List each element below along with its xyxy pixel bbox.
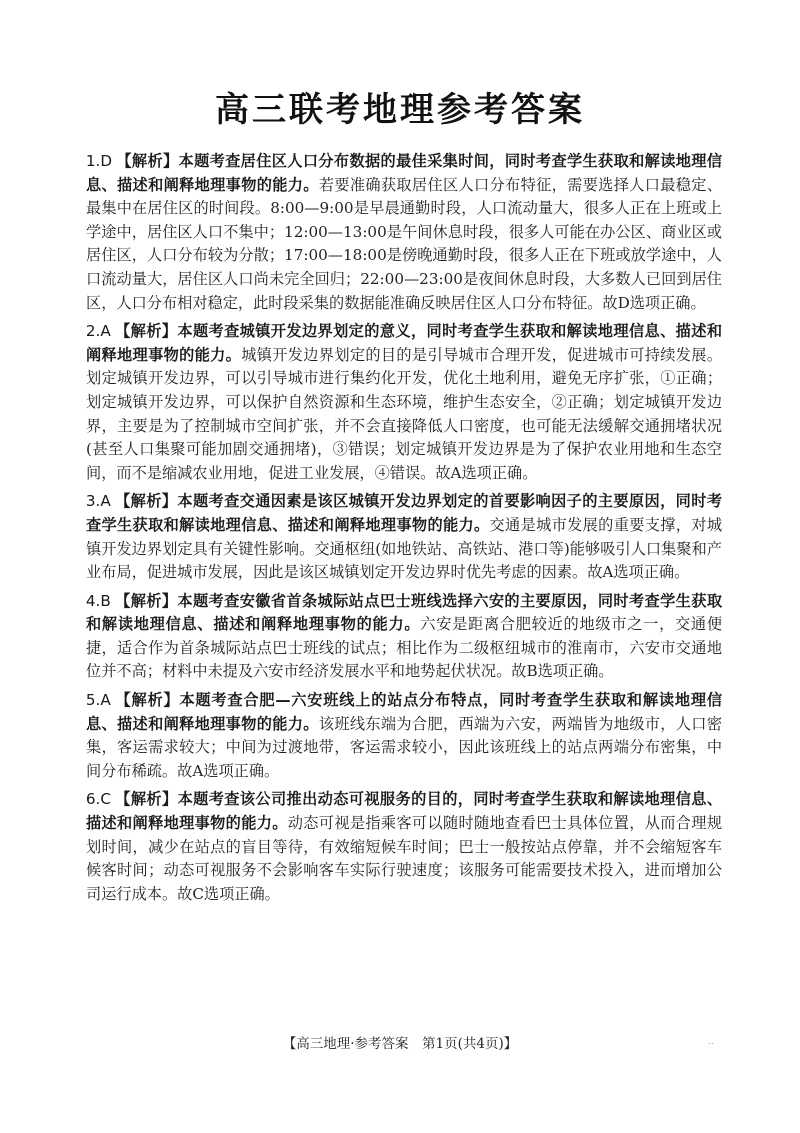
analysis-lead: 本题考查合肥—六安班线上的站点分布特点，同时考查学生获取和解读地理信息、描述和阐释地理事物的能力。 xyxy=(86,691,723,733)
item-answer: A xyxy=(100,691,111,710)
item-number: 5. xyxy=(85,691,101,710)
item-answer: A xyxy=(100,492,111,511)
analysis-tag: 【解析】 xyxy=(114,591,178,610)
analysis-lead: 本题考查安徽省首条城际站点巴士班线选择六安的主要原因，同时考查学生获取和解读地理信息、描述和阐释地理事物的能力。 xyxy=(86,591,723,634)
analysis-lead: 本题考查城镇开发边界划定的意义，同时考查学生获取和解读地理信息、描述和阐释地理事物的能力。 xyxy=(86,322,723,364)
item-answer: B xyxy=(100,591,111,610)
page-title: 高三联考地理参考答案 xyxy=(215,90,585,130)
page-footer: 【高三地理·参考答案 第1页(共4页)】 xyxy=(282,1036,518,1052)
analysis-tag: 【解析】 xyxy=(114,492,178,511)
answer-item-5 xyxy=(86,689,722,783)
item-number: 4. xyxy=(85,591,101,610)
analysis-body: 城镇开发边界划定的目的是引导城市合理开发，促进城市可持续发展。划定城镇开发边界，可以引导城市进行集约化开发，优化土地利用，避免无序扩张，①正确；划定城镇开发边界，可以保护自然资源和生态环境，维护生态安全，②正确；划定城镇开发边界，主要是为了控制城市空间扩张，并不会直接降低人口密度，也可能无法缓解交通拥堵状况(甚至人口集聚可能加剧交通拥堵)，③错误；划定城镇开发边界是为了保护农业用地和生态空间，而不是缩减农业用地，促进工业发展，④错误。故A选项正确。 xyxy=(86,345,723,482)
item-answer: A xyxy=(100,322,111,341)
analysis-tag: 【解析】 xyxy=(116,152,179,170)
analysis-tag: 【解析】 xyxy=(114,691,180,710)
corner-mark: .. xyxy=(708,1037,714,1047)
analysis-tag: 【解析】 xyxy=(114,322,178,341)
analysis-body: 该班线东端为合肥，西端为六安，两端皆为地级市，人口密集，客运需求较大；中间为过渡地带，客运需求较小，因此该班线上的站点两端分布密集，中间分布稀疏。故A选项正确。 xyxy=(86,714,723,780)
answer-item-4 xyxy=(86,590,722,684)
analysis-body: 若要准确获取居住区人口分布特征，需要选择人口最稳定、最集中在居住区的时间段。8:00—9:00是早晨通勤时段，人口流动量大，很多人正在上班或上学途中，居住区人口不集中；12:00—13:00是午间休息时段，很多人可能在办公区、商业区或居住区，人口分布较为分散；17:00—18:00是傍晚通勤时段，很多人正在下班或放学途中，人口流动量大，居住区人口尚未完全回归；22:00—23:00是夜间休息时段，大多数人已回到居住区，人口分布相对稳定，此时段采集的数据能准确反映居住区人口分布特征。故D选项正确。 xyxy=(86,175,723,312)
item-number: 2. xyxy=(85,322,101,341)
item-number: 1. xyxy=(85,152,101,170)
answer-list xyxy=(86,150,722,911)
answer-item-6 xyxy=(86,788,722,906)
answer-item-3 xyxy=(86,490,722,584)
answer-item-2 xyxy=(86,320,722,485)
analysis-lead: 本题考查该公司推出动态可视服务的目的，同时考查学生获取和解读地理信息、描述和阐释地理事物的能力。 xyxy=(86,790,723,833)
analysis-body: 交通是城市发展的重要支撑，对城镇开发边界划定具有关键性影响。交通枢纽(如地铁站、高铁站、港口等)能够吸引人口集聚和产业布局，促进城市发展，因此是该区城镇划定开发边界时优先考虑的因素。故A选项正确。 xyxy=(86,515,723,582)
analysis-tag: 【解析】 xyxy=(114,790,178,809)
analysis-body: 六安是距离合肥较近的地级市之一，交通便捷，适合作为首条城际站点巴士班线的试点；相比作为二级枢纽城市的淮南市，六安市交通地位并不高；材料中未提及六安市经济发展水平和地势起伏状况。故B选项正确。 xyxy=(86,615,723,681)
analysis-lead: 本题考查交通因素是该区城镇开发边界划定的首要影响因子的主要原因，同时考查学生获取和解读地理信息、描述和阐释地理事物的能力。 xyxy=(86,492,723,534)
item-number: 6. xyxy=(85,790,101,809)
item-answer: D xyxy=(100,152,113,170)
answer-item-1 xyxy=(86,150,722,315)
analysis-body: 动态可视是指乘客可以随时随地查看巴士具体位置，从而合理规划时间，减少在站点的盲目等待，有效缩短候车时间；巴士一般按站点停靠，并不会缩短客车候客时间；动态可视服务不会影响客车实际行驶速度；该服务可能需要技术投入，进而增加公司运行成本。故C选项正确。 xyxy=(86,814,723,903)
analysis-lead: 本题考查居住区人口分布数据的最佳采集时间，同时考查学生获取和解读地理信息、描述和阐释地理事物的能力。 xyxy=(86,152,723,194)
item-number: 3. xyxy=(85,492,101,511)
item-answer: C xyxy=(100,790,111,809)
